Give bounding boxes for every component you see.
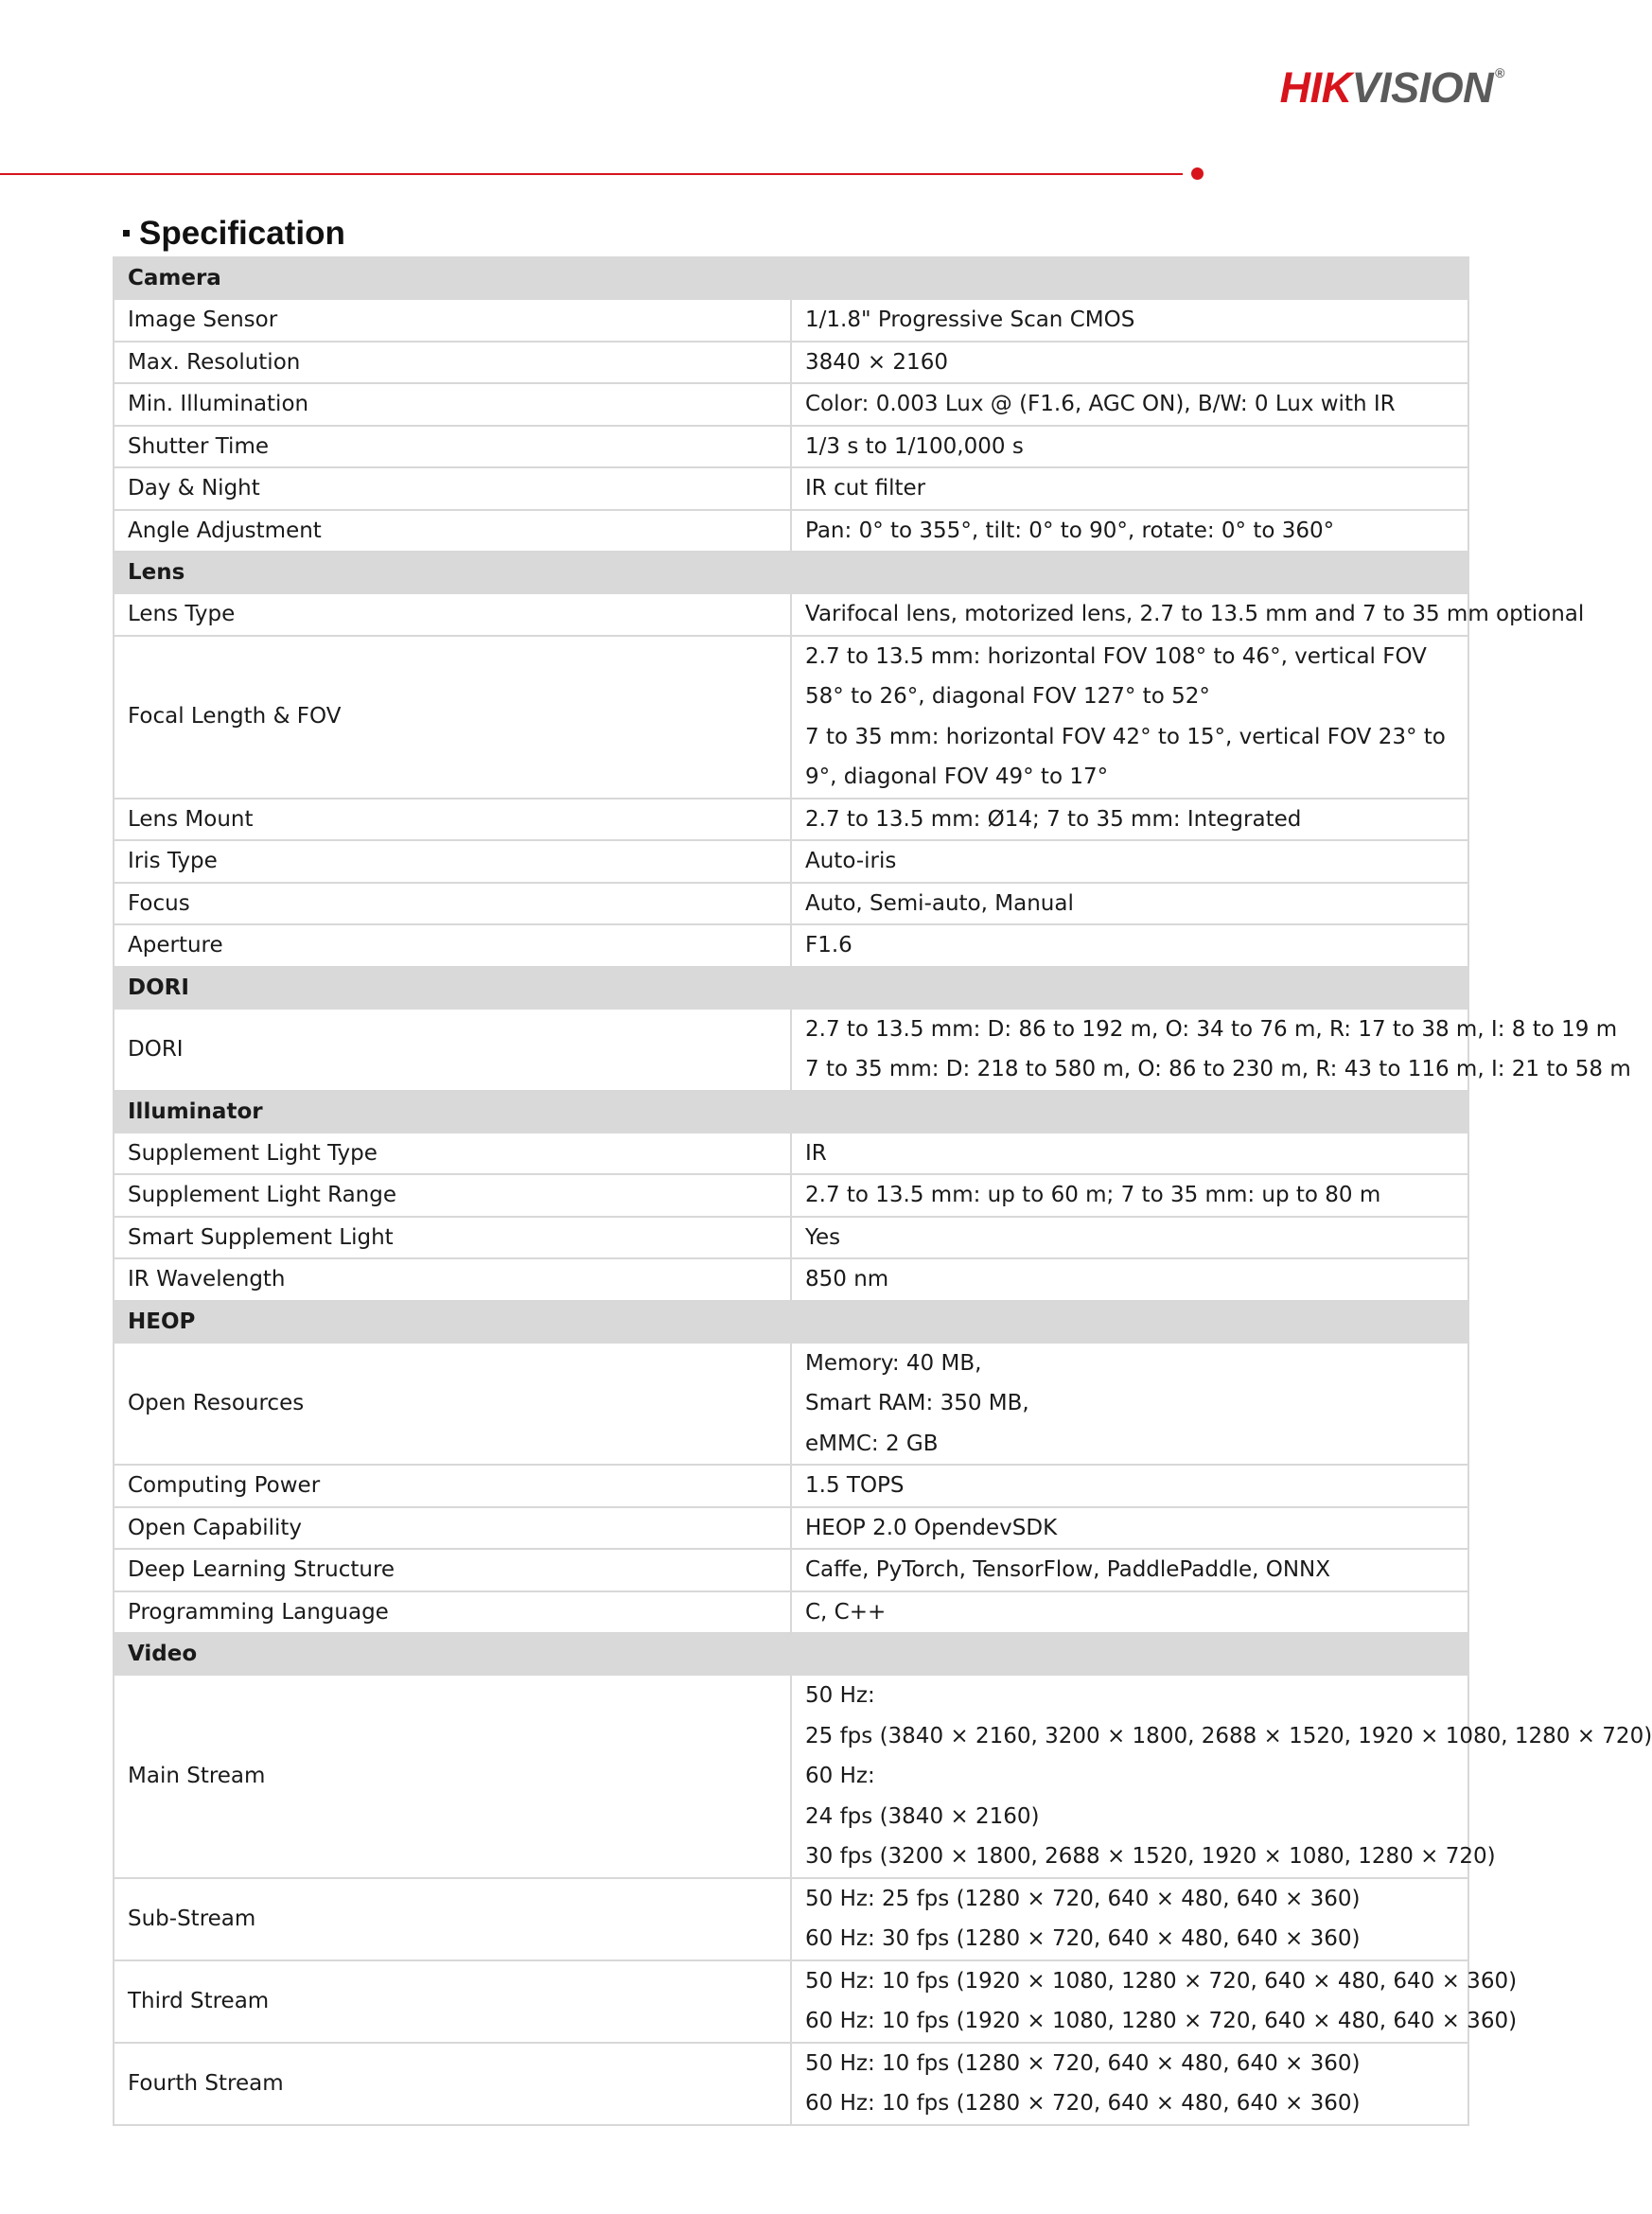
spec-row-open-resources bbox=[114, 1343, 1468, 1466]
spec-value-line: 60 Hz: 10 fps (1920 × 1080, 1280 × 720, 640 × 480, 640 × 360) bbox=[805, 2009, 1518, 2033]
brand-logo-prefix: HIK bbox=[1279, 63, 1352, 112]
spec-label: Angle Adjustment bbox=[114, 510, 791, 553]
spec-label: Focus bbox=[114, 883, 791, 925]
spec-value-line: 2.7 to 13.5 mm: Ø14; 7 to 35 mm: Integrated bbox=[805, 806, 1302, 832]
spec-value bbox=[791, 1465, 1468, 1507]
spec-label: Max. Resolution bbox=[114, 342, 791, 384]
spec-label: Aperture bbox=[114, 924, 791, 967]
spec-value-line: Smart RAM: 350 MB, bbox=[805, 1391, 1029, 1415]
spec-value-line: Auto-iris bbox=[805, 849, 897, 873]
spec-label: Fourth Stream bbox=[114, 2043, 791, 2125]
spec-row-focus bbox=[114, 883, 1468, 925]
spec-value-line: Color: 0.003 Lux @ (F1.6, AGC ON), B/W: 0 Lux with IR bbox=[805, 392, 1396, 416]
spec-value bbox=[791, 1258, 1468, 1301]
section-title: HEOP bbox=[114, 1301, 1468, 1343]
spec-value-line: 2.7 to 13.5 mm: D: 86 to 192 m, O: 34 to 76 m, R: 17 to 38 m, I: 8 to 19 m bbox=[805, 1016, 1618, 1042]
spec-label: Open Capability bbox=[114, 1507, 791, 1550]
spec-value bbox=[791, 383, 1468, 426]
section-header-video bbox=[114, 1633, 1468, 1675]
section-header-camera bbox=[114, 257, 1468, 299]
spec-label: Supplement Light Range bbox=[114, 1174, 791, 1217]
spec-value-line: Caffe, PyTorch, TensorFlow, PaddlePaddle, ONNX bbox=[805, 1557, 1330, 1582]
spec-row-smart-supplement-light bbox=[114, 1217, 1468, 1259]
spec-row-iris-type bbox=[114, 840, 1468, 883]
spec-value bbox=[791, 426, 1468, 468]
section-title: Illuminator bbox=[114, 1091, 1468, 1133]
spec-label: Open Resources bbox=[114, 1343, 791, 1466]
spec-row-dori bbox=[114, 1009, 1468, 1091]
spec-value-line: 1/3 s to 1/100,000 s bbox=[805, 433, 1024, 459]
spec-row-image-sensor bbox=[114, 299, 1468, 342]
spec-value-line: IR cut filter bbox=[805, 476, 926, 501]
spec-value bbox=[791, 840, 1468, 883]
spec-label: Iris Type bbox=[114, 840, 791, 883]
spec-label: Image Sensor bbox=[114, 299, 791, 342]
section-title: Video bbox=[114, 1633, 1468, 1675]
spec-row-fourth-stream bbox=[114, 2043, 1468, 2125]
spec-value bbox=[791, 799, 1468, 841]
spec-row-sub-stream bbox=[114, 1878, 1468, 1960]
spec-row-min-illumination bbox=[114, 383, 1468, 426]
section-header-dori bbox=[114, 967, 1468, 1009]
spec-row-lens-mount bbox=[114, 799, 1468, 841]
spec-value-line: 60 Hz: bbox=[805, 1764, 875, 1788]
spec-row-ir-wavelength bbox=[114, 1258, 1468, 1301]
spec-label: IR Wavelength bbox=[114, 1258, 791, 1301]
spec-value-line: 1.5 TOPS bbox=[805, 1473, 905, 1498]
spec-value-line: 7 to 35 mm: horizontal FOV 42° to 15°, vertical FOV 23° to 9°, diagonal FOV 49° to 17° bbox=[805, 724, 1446, 789]
spec-row-supplement-light-type bbox=[114, 1133, 1468, 1175]
spec-value-line: 50 Hz: 10 fps (1280 × 720, 640 × 480, 640 × 360) bbox=[805, 2050, 1361, 2076]
spec-row-angle-adjustment bbox=[114, 510, 1468, 553]
spec-row-max-resolution bbox=[114, 342, 1468, 384]
spec-value-line: 7 to 35 mm: D: 218 to 580 m, O: 86 to 230 m, R: 43 to 116 m, I: 21 to 58 m bbox=[805, 1057, 1631, 1081]
section-title: Camera bbox=[114, 257, 1468, 299]
spec-label: Min. Illumination bbox=[114, 383, 791, 426]
spec-row-focal-length-fov bbox=[114, 636, 1468, 799]
square-bullet-icon bbox=[123, 230, 130, 237]
spec-row-computing-power bbox=[114, 1465, 1468, 1507]
brand-logo-suffix: VISION bbox=[1351, 63, 1494, 112]
spec-value bbox=[791, 2043, 1468, 2125]
spec-value bbox=[791, 924, 1468, 967]
spec-row-supplement-light-range bbox=[114, 1174, 1468, 1217]
spec-value bbox=[791, 1675, 1652, 1878]
spec-label: Sub-Stream bbox=[114, 1878, 791, 1960]
spec-value bbox=[791, 1591, 1468, 1634]
spec-label: Third Stream bbox=[114, 1960, 791, 2043]
spec-label: Day & Night bbox=[114, 467, 791, 510]
spec-value-line: 24 fps (3840 × 2160) bbox=[805, 1803, 1040, 1829]
spec-label: Shutter Time bbox=[114, 426, 791, 468]
spec-row-aperture bbox=[114, 924, 1468, 967]
spec-value bbox=[791, 1174, 1468, 1217]
spec-row-main-stream bbox=[114, 1675, 1468, 1878]
spec-row-day-night bbox=[114, 467, 1468, 510]
spec-value bbox=[791, 1507, 1468, 1550]
spec-value-line: 50 Hz: bbox=[805, 1683, 875, 1708]
section-header-heop bbox=[114, 1301, 1468, 1343]
specification-table-body bbox=[114, 257, 1652, 2125]
section-title: Lens bbox=[114, 552, 1468, 593]
spec-value-line: Pan: 0° to 355°, tilt: 0° to 90°, rotate: 0° to 360° bbox=[805, 518, 1335, 543]
spec-label: Lens Mount bbox=[114, 799, 791, 841]
spec-value bbox=[791, 1549, 1468, 1591]
spec-value-line: Varifocal lens, motorized lens, 2.7 to 13.5 mm and 7 to 35 mm optional bbox=[805, 602, 1585, 626]
spec-value bbox=[791, 1133, 1468, 1175]
spec-value bbox=[791, 1960, 1518, 2043]
spec-value bbox=[791, 1217, 1468, 1259]
spec-value-line: 50 Hz: 25 fps (1280 × 720, 640 × 480, 640 × 360) bbox=[805, 1886, 1361, 1911]
spec-value-line: IR bbox=[805, 1140, 827, 1166]
spec-row-shutter-time bbox=[114, 426, 1468, 468]
spec-row-open-capability bbox=[114, 1507, 1468, 1550]
spec-value-line: 60 Hz: 30 fps (1280 × 720, 640 × 480, 640 × 360) bbox=[805, 1926, 1361, 1951]
spec-value-line: Memory: 40 MB, bbox=[805, 1350, 982, 1376]
page-title bbox=[123, 214, 345, 254]
brand-logo bbox=[1279, 63, 1504, 112]
spec-value bbox=[791, 299, 1468, 342]
spec-value bbox=[791, 883, 1468, 925]
spec-value-line: 1/1.8" Progressive Scan CMOS bbox=[805, 308, 1135, 332]
spec-row-third-stream bbox=[114, 1960, 1468, 2043]
spec-value bbox=[791, 593, 1585, 636]
spec-label: Deep Learning Structure bbox=[114, 1549, 791, 1591]
spec-label: Computing Power bbox=[114, 1465, 791, 1507]
section-header-illuminator bbox=[114, 1091, 1468, 1133]
spec-label: Lens Type bbox=[114, 593, 791, 636]
header-divider-dot bbox=[1191, 167, 1204, 180]
spec-value-line: 25 fps (3840 × 2160, 3200 × 1800, 2688 × 1520, 1920 × 1080, 1280 × 720) bbox=[805, 1723, 1652, 1748]
spec-value-line: 30 fps (3200 × 1800, 2688 × 1520, 1920 × 1080, 1280 × 720) bbox=[805, 1844, 1496, 1869]
registered-mark: ® bbox=[1495, 65, 1504, 80]
spec-value-line: Auto, Semi-auto, Manual bbox=[805, 890, 1074, 916]
spec-row-lens-type bbox=[114, 593, 1468, 636]
spec-label: Main Stream bbox=[114, 1675, 791, 1878]
spec-value-line: 2.7 to 13.5 mm: horizontal FOV 108° to 46°, vertical FOV 58° to 26°, diagonal FOV 127° to 52° bbox=[805, 643, 1427, 709]
spec-value bbox=[791, 467, 1468, 510]
spec-label: Programming Language bbox=[114, 1591, 791, 1634]
spec-value-line: 2.7 to 13.5 mm: up to 60 m; 7 to 35 mm: up to 80 m bbox=[805, 1183, 1381, 1207]
spec-row-programming-language bbox=[114, 1591, 1468, 1634]
specification-table bbox=[113, 256, 1652, 2126]
spec-row-deep-learning-structure bbox=[114, 1549, 1468, 1591]
spec-value-line: HEOP 2.0 OpendevSDK bbox=[805, 1515, 1058, 1540]
section-header-lens bbox=[114, 552, 1468, 593]
spec-value-line: 50 Hz: 10 fps (1920 × 1080, 1280 × 720, 640 × 480, 640 × 360) bbox=[805, 1968, 1518, 1994]
section-title: DORI bbox=[114, 967, 1468, 1009]
spec-label: Smart Supplement Light bbox=[114, 1217, 791, 1259]
spec-value-line: C, C++ bbox=[805, 1599, 887, 1625]
spec-value bbox=[791, 1009, 1631, 1091]
spec-value bbox=[791, 1878, 1468, 1960]
spec-value-line: Yes bbox=[805, 1224, 841, 1250]
spec-label: Focal Length & FOV bbox=[114, 636, 791, 799]
spec-label: DORI bbox=[114, 1009, 791, 1091]
spec-value bbox=[791, 510, 1468, 553]
spec-value-line: 60 Hz: 10 fps (1280 × 720, 640 × 480, 640 × 360) bbox=[805, 2091, 1361, 2116]
spec-value-line: eMMC: 2 GB bbox=[805, 1431, 939, 1456]
spec-value bbox=[791, 342, 1468, 384]
spec-value-line: 850 nm bbox=[805, 1267, 889, 1292]
spec-value bbox=[791, 1343, 1468, 1466]
spec-value-line: F1.6 bbox=[805, 933, 852, 958]
page-title-text: Specification bbox=[139, 215, 345, 252]
header-divider bbox=[0, 173, 1183, 175]
spec-value bbox=[791, 636, 1468, 799]
spec-label: Supplement Light Type bbox=[114, 1133, 791, 1175]
spec-value-line: 3840 × 2160 bbox=[805, 349, 948, 375]
